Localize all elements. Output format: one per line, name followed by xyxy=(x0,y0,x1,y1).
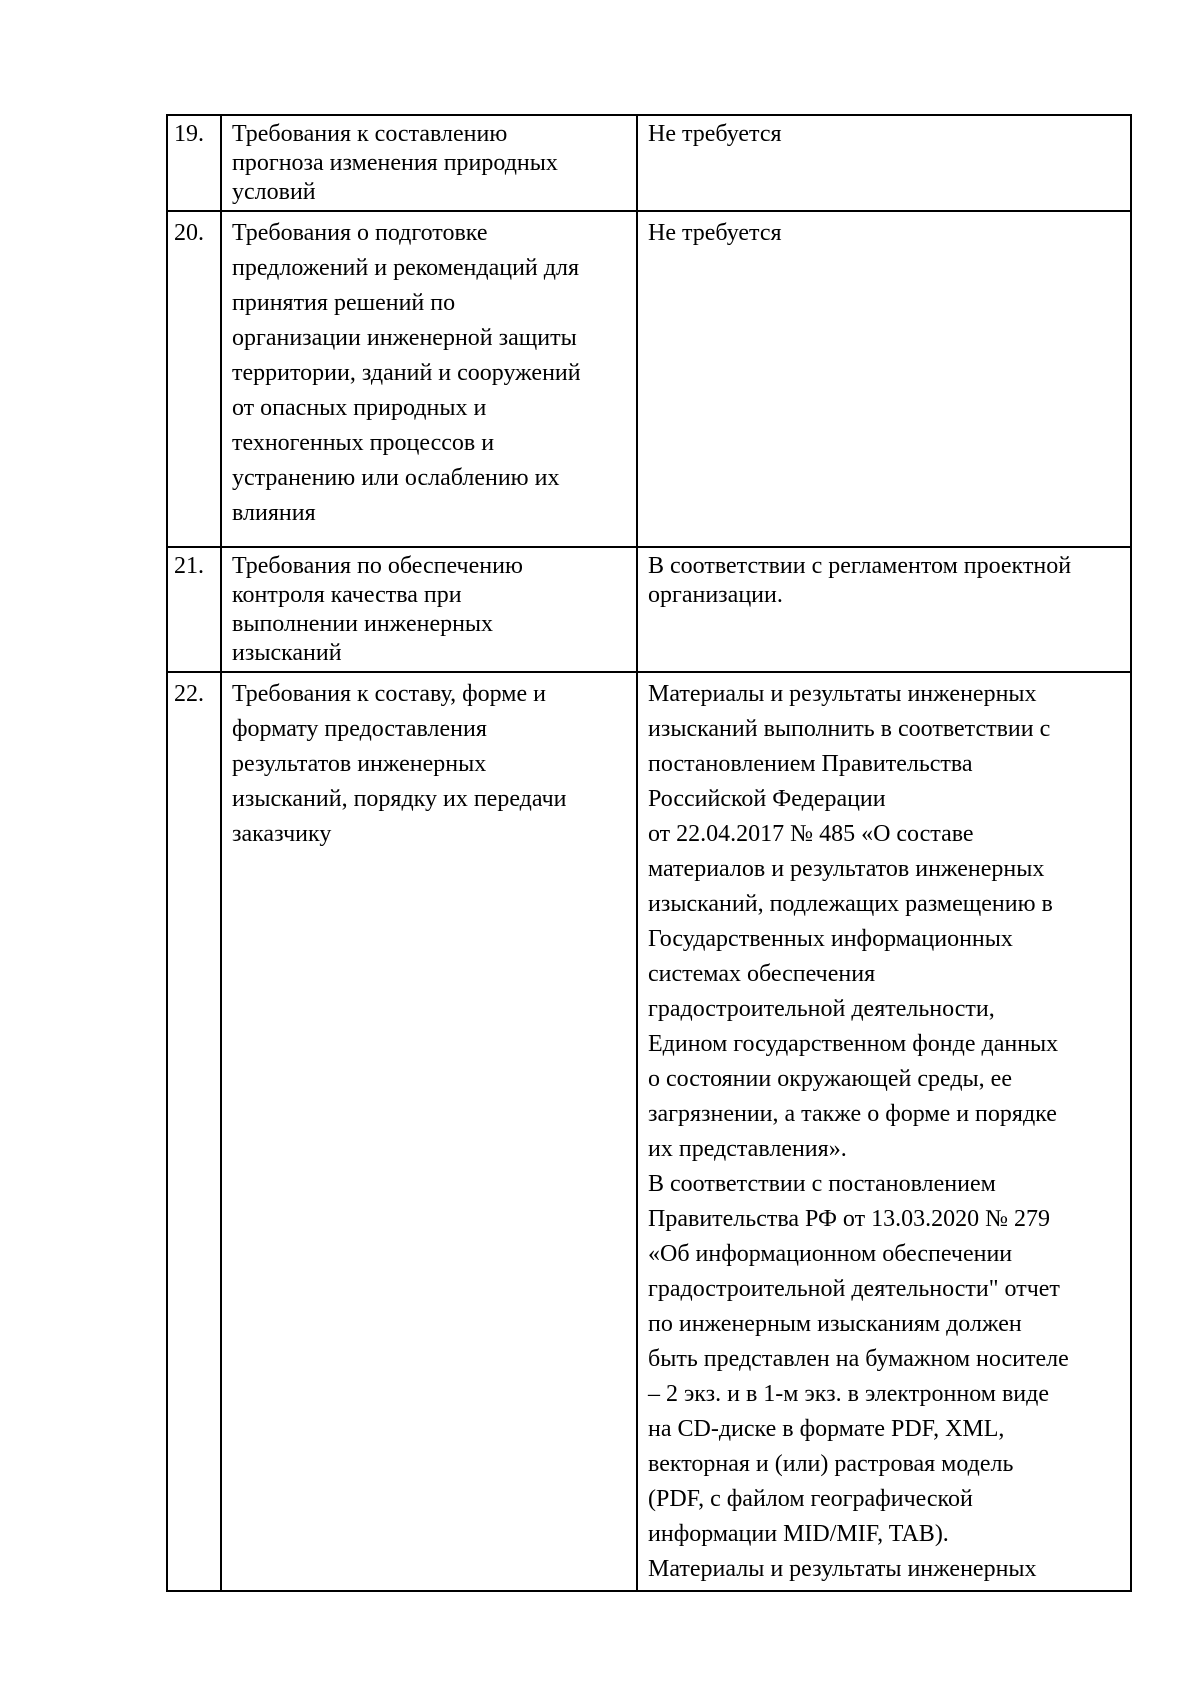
value-text: градостроительной деятельности" отчет xyxy=(648,1276,1060,1302)
value-text: по инженерным изысканиям должен xyxy=(648,1311,1022,1337)
requirement-text: принятия решений по xyxy=(232,290,456,316)
requirement-cell xyxy=(221,115,637,211)
table-row xyxy=(167,547,1131,672)
table-row xyxy=(167,115,1131,211)
value-text: постановлением Правительства xyxy=(648,751,973,777)
value-text: векторная и (или) растровая модель xyxy=(648,1451,1014,1477)
value-text: Материалы и результаты инженерных xyxy=(648,1556,1037,1582)
requirement-text: контроля качества при xyxy=(232,582,462,608)
requirement-text: заказчику xyxy=(232,821,332,847)
requirement-text: условий xyxy=(232,179,316,205)
value-text: изысканий выполнить в соответствии с xyxy=(648,716,1051,742)
table-row xyxy=(167,672,1131,1591)
value-text: информации MID/MIF, TAB). xyxy=(648,1521,949,1547)
row-number: 22. xyxy=(167,672,221,1591)
value-text: градостроительной деятельности, xyxy=(648,996,995,1022)
value-cell xyxy=(637,547,1131,672)
requirement-text: прогноза изменения природных xyxy=(232,150,558,176)
requirement-text: изысканий xyxy=(232,640,342,666)
value-text: В соответствии с регламентом проектной xyxy=(648,553,1072,579)
requirement-text: Требования о подготовке xyxy=(232,220,488,246)
requirement-text: предложений и рекомендаций для xyxy=(232,255,580,281)
value-cell xyxy=(637,672,1131,1591)
row-number: 21. xyxy=(167,547,221,672)
table-row xyxy=(167,211,1131,547)
value-text: Российской Федерации xyxy=(648,786,886,812)
value-text: Едином государственном фонде данных xyxy=(648,1031,1059,1057)
row-number: 20. xyxy=(167,211,221,547)
row-number: 19. xyxy=(167,115,221,211)
requirement-text: организации инженерной защиты xyxy=(232,325,577,351)
value-text: Не требуется xyxy=(648,121,782,147)
value-text: (PDF, с файлом географической xyxy=(648,1486,973,1512)
requirement-text: Требования по обеспечению xyxy=(232,553,523,579)
requirement-text: Требования к составлению xyxy=(232,121,508,147)
value-text: Государственных информационных xyxy=(648,926,1013,952)
value-text: организации. xyxy=(648,582,783,608)
requirement-text: формату предоставления xyxy=(232,716,487,742)
requirement-text: территории, зданий и сооружений xyxy=(232,360,581,386)
value-text: – 2 экз. и в 1-м экз. в электронном виде xyxy=(648,1381,1050,1407)
requirement-cell xyxy=(221,211,637,547)
value-text: загрязнении, а также о форме и порядке xyxy=(648,1101,1057,1127)
value-text: Материалы и результаты инженерных xyxy=(648,681,1037,707)
requirements-table xyxy=(166,114,1132,1592)
requirement-cell xyxy=(221,547,637,672)
value-text: быть представлен на бумажном носителе xyxy=(648,1346,1069,1372)
value-text: их представления». xyxy=(648,1136,847,1162)
requirement-text: устранению или ослаблению их xyxy=(232,465,560,491)
value-text: Правительства РФ от 13.03.2020 № 279 xyxy=(648,1206,1050,1232)
value-text: В соответствии с постановлением xyxy=(648,1171,996,1197)
requirement-text: результатов инженерных xyxy=(232,751,487,777)
value-cell xyxy=(637,211,1131,547)
requirement-cell xyxy=(221,672,637,1591)
requirement-text: влияния xyxy=(232,500,316,526)
requirement-text: изысканий, порядку их передачи xyxy=(232,786,567,812)
requirement-text: от опасных природных и xyxy=(232,395,487,421)
value-text: системах обеспечения xyxy=(648,961,876,987)
value-text: Не требуется xyxy=(648,220,782,246)
value-text: «Об информационном обеспечении xyxy=(648,1241,1013,1267)
requirement-text: Требования к составу, форме и xyxy=(232,681,546,707)
value-cell xyxy=(637,115,1131,211)
value-text: от 22.04.2017 № 485 «О составе xyxy=(648,821,974,847)
value-text: на CD-диске в формате PDF, XML, xyxy=(648,1416,1005,1442)
requirement-text: выполнении инженерных xyxy=(232,611,494,637)
value-text: изысканий, подлежащих размещению в xyxy=(648,891,1053,917)
value-text: материалов и результатов инженерных xyxy=(648,856,1045,882)
value-text: о состоянии окружающей среды, ее xyxy=(648,1066,1012,1092)
requirement-text: техногенных процессов и xyxy=(232,430,495,456)
